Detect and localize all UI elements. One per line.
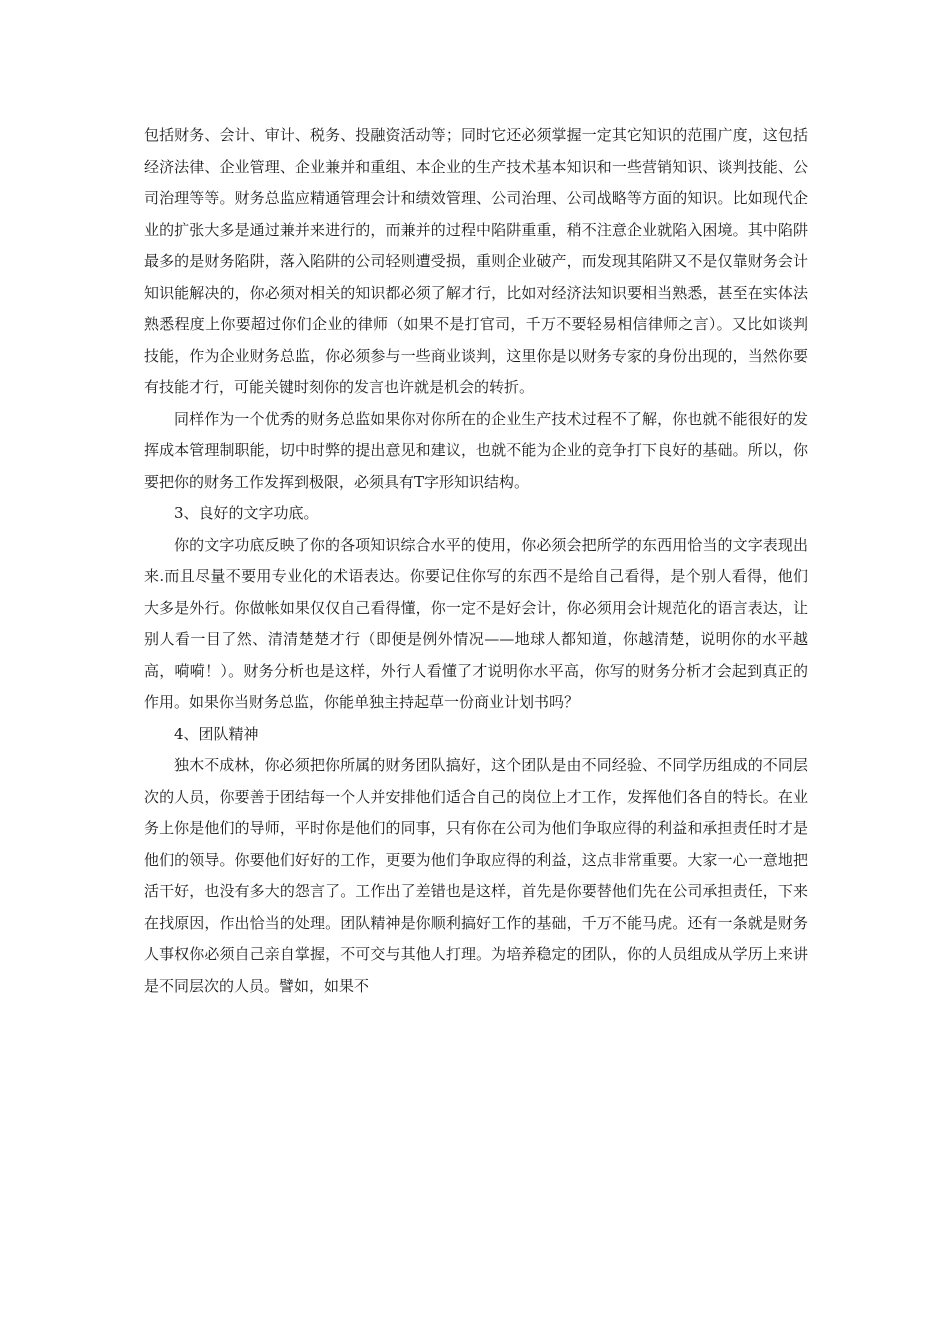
paragraph-knowledge-scope: 包括财务、会计、审计、税务、投融资活动等；同时它还必须掌握一定其它知识的范围广度，这包括经济法律、企业管理、企业兼并和重组、本企业的生产技术基本知识和一些营销知识、谈判技能、公司治理等等。财务总监应精通管理会计和绩效管理、公司治理、公司战略等方面的知识。比如现代企业的扩张大多是通过兼并来进行的，而兼并的过程中陷阱重重，稍不注意企业就陷入困境。其中陷阱最多的是财务陷阱，落入陷阱的公司轻则遭受损，重则企业破产，而发现其陷阱又不是仅靠财务会计知识能解决的，你必须对相关的知识都必须了解才行，比如对经济法知识要相当熟悉，甚至在实体法熟悉程度上你要超过你们企业的律师（如果不是打官司，千万不要轻易相信律师之言）。又比如谈判技能，作为企业财务总监，你必须参与一些商业谈判，这里你是以财务专家的身份出现的，当然你要有技能才行，可能关键时刻你的发言也许就是机会的转折。 [144, 126, 808, 396]
document-page [144, 120, 808, 1002]
paragraph-team-spirit: 独木不成林，你必须把你所属的财务团队搞好，这个团队是由不同经验、不同学历组成的不同层次的人员，你要善于团结每一个人并安排他们适合自己的岗位上才工作，发挥他们各自的特长。在业务上你是他们的导师，平时你是他们的同事，只有你在公司为他们争取应得的利益和承担责任时才是他们的领导。你要他们好好的工作，更要为他们争取应得的利益，这点非常重要。大家一心一意地把活干好，也没有多大的怨言了。工作出了差错也是这样，首先是你要替他们先在公司承担责任，下来在找原因，作出恰当的处理。团队精神是你顺利搞好工作的基础，千万不能马虎。还有一条就是财务人事权你必须自己亲自掌握，不可交与其他人打理。为培养稳定的团队，你的人员组成从学历上来讲是不同层次的人员。譬如，如果不 [144, 756, 808, 995]
section-heading-team-spirit: 4、团队精神 [174, 724, 259, 743]
paragraph-writing-skills: 你的文字功底反映了你的各项知识综合水平的使用，你必须会把所学的东西用恰当的文字表现出来.而且尽量不要用专业化的术语表达。你要记住你写的东西不是给自己看得，是个别人看得，他们大多是外行。你做帐如果仅仅自己看得懂，你一定不是好会计，你必须用会计规范化的语言表达，让别人看一目了然、清清楚楚才行（即便是例外情况——地球人都知道，你越清楚，说明你的水平越高，嗬嗬！）。财务分析也是这样，外行人看懂了才说明你水平高，你写的财务分析才会起到真正的作用。如果你当财务总监，你能单独主持起草一份商业计划书吗？ [144, 535, 808, 711]
section-heading-writing-skills: 3、良好的文字功底。 [174, 504, 319, 522]
paragraph-t-shaped-knowledge: 同样作为一个优秀的财务总监如果你对你所在的企业生产技术过程不了解，你也就不能很好的发挥成本管理制职能，切中时弊的提出意见和建议，也就不能为企业的竞争打下良好的基础。所以，你要把你的财务工作发挥到极限，必须具有T字形知识结构。 [144, 409, 808, 491]
